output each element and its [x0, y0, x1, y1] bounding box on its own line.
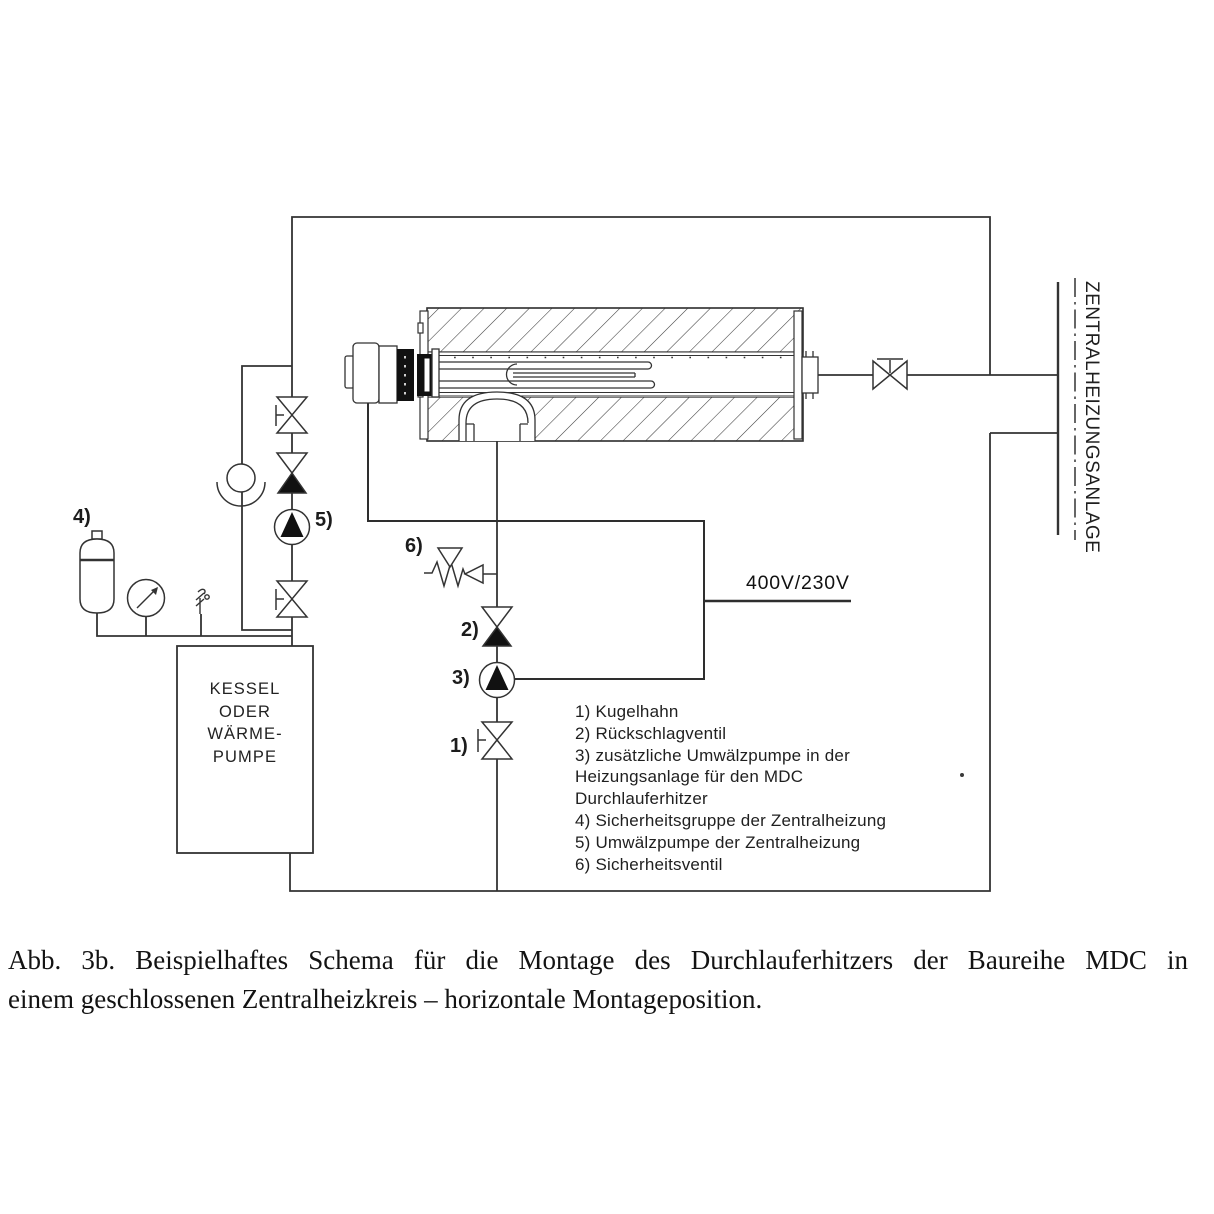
pipe-safety-group: [97, 613, 292, 636]
pump-5: [275, 510, 310, 545]
legend-line-2: 2) Rückschlagventil: [575, 723, 727, 743]
expansion-vessel-4: [80, 531, 114, 613]
check-valve-2: [482, 607, 512, 646]
air-vent: [196, 589, 209, 614]
legend-line-1: 1) Kugelhahn: [575, 702, 679, 721]
legend-line-3: 3) zusätzliche Umwälzpumpe in der: [575, 745, 850, 765]
ball-valve-left-bottom: [276, 581, 307, 617]
callout-3: 3): [452, 667, 470, 689]
safety-valve-outlet-cone: [438, 548, 462, 567]
bypass-air-separator: [217, 464, 265, 506]
vessel-nipple: [92, 531, 102, 539]
boiler-label-line: PUMPE: [212, 747, 278, 766]
head-ring: [379, 346, 397, 403]
pump-3: [480, 663, 515, 698]
legend-line-3c: Durchlauferhitzer: [575, 789, 708, 809]
vessel-body: [80, 539, 114, 613]
boiler-label-line: KESSEL: [209, 680, 281, 698]
element-flange: [432, 349, 439, 397]
callout-2: 2): [461, 619, 479, 641]
electrical-wiring: [368, 403, 851, 679]
figure-caption: [8, 941, 1188, 1019]
safety-valve-6: [424, 548, 497, 586]
callout-1: 1): [450, 735, 468, 757]
heater-unit: [345, 308, 818, 441]
callout-4: 4): [73, 506, 91, 528]
boiler-label-line: WÄRME-: [207, 725, 283, 743]
zentral-connection: [1058, 278, 1075, 540]
outlet-ball-valve: [873, 359, 907, 389]
print-speck: [960, 773, 964, 777]
legend: [575, 701, 886, 875]
ball-valve-1: [478, 722, 512, 759]
central-heating-system-label: ZENTRALHEIZUNGSANLAGE: [1081, 281, 1102, 554]
boiler-label: [177, 678, 313, 768]
pressure-gauge: [128, 580, 165, 617]
callout-5: 5): [315, 509, 333, 531]
legend-line-3b: Heizungsanlage für den MDC: [575, 767, 804, 787]
callout-6: 6): [405, 535, 423, 557]
legend-line-6: 6) Sicherheitsventil: [575, 854, 723, 874]
caption-line-2: einem geschlossenen Zentralheizkreis – horizontale Montageposition.: [8, 984, 763, 1014]
ball-valve-left-top: [276, 397, 307, 433]
power-supply-label: 400V/230V: [746, 572, 850, 594]
boiler-label-line: ODER: [218, 702, 272, 721]
outlet-fitting: [802, 351, 818, 399]
safety-valve-spring: [424, 562, 465, 586]
legend-line-4: 4) Sicherheitsgruppe der Zentralheizung: [575, 810, 887, 830]
head-cap: [353, 343, 379, 403]
caption-line-1: Abb. 3b. Beispielhaftes Schema für die Montage des Durchlauferhitzers der Baureihe MDC in: [8, 945, 1188, 975]
bottom-port: [459, 392, 535, 441]
safety-valve-cone: [465, 565, 483, 583]
legend-line-5: 5) Umwälzpumpe der Zentralheizung: [575, 832, 861, 852]
check-valve-left: [277, 453, 307, 493]
